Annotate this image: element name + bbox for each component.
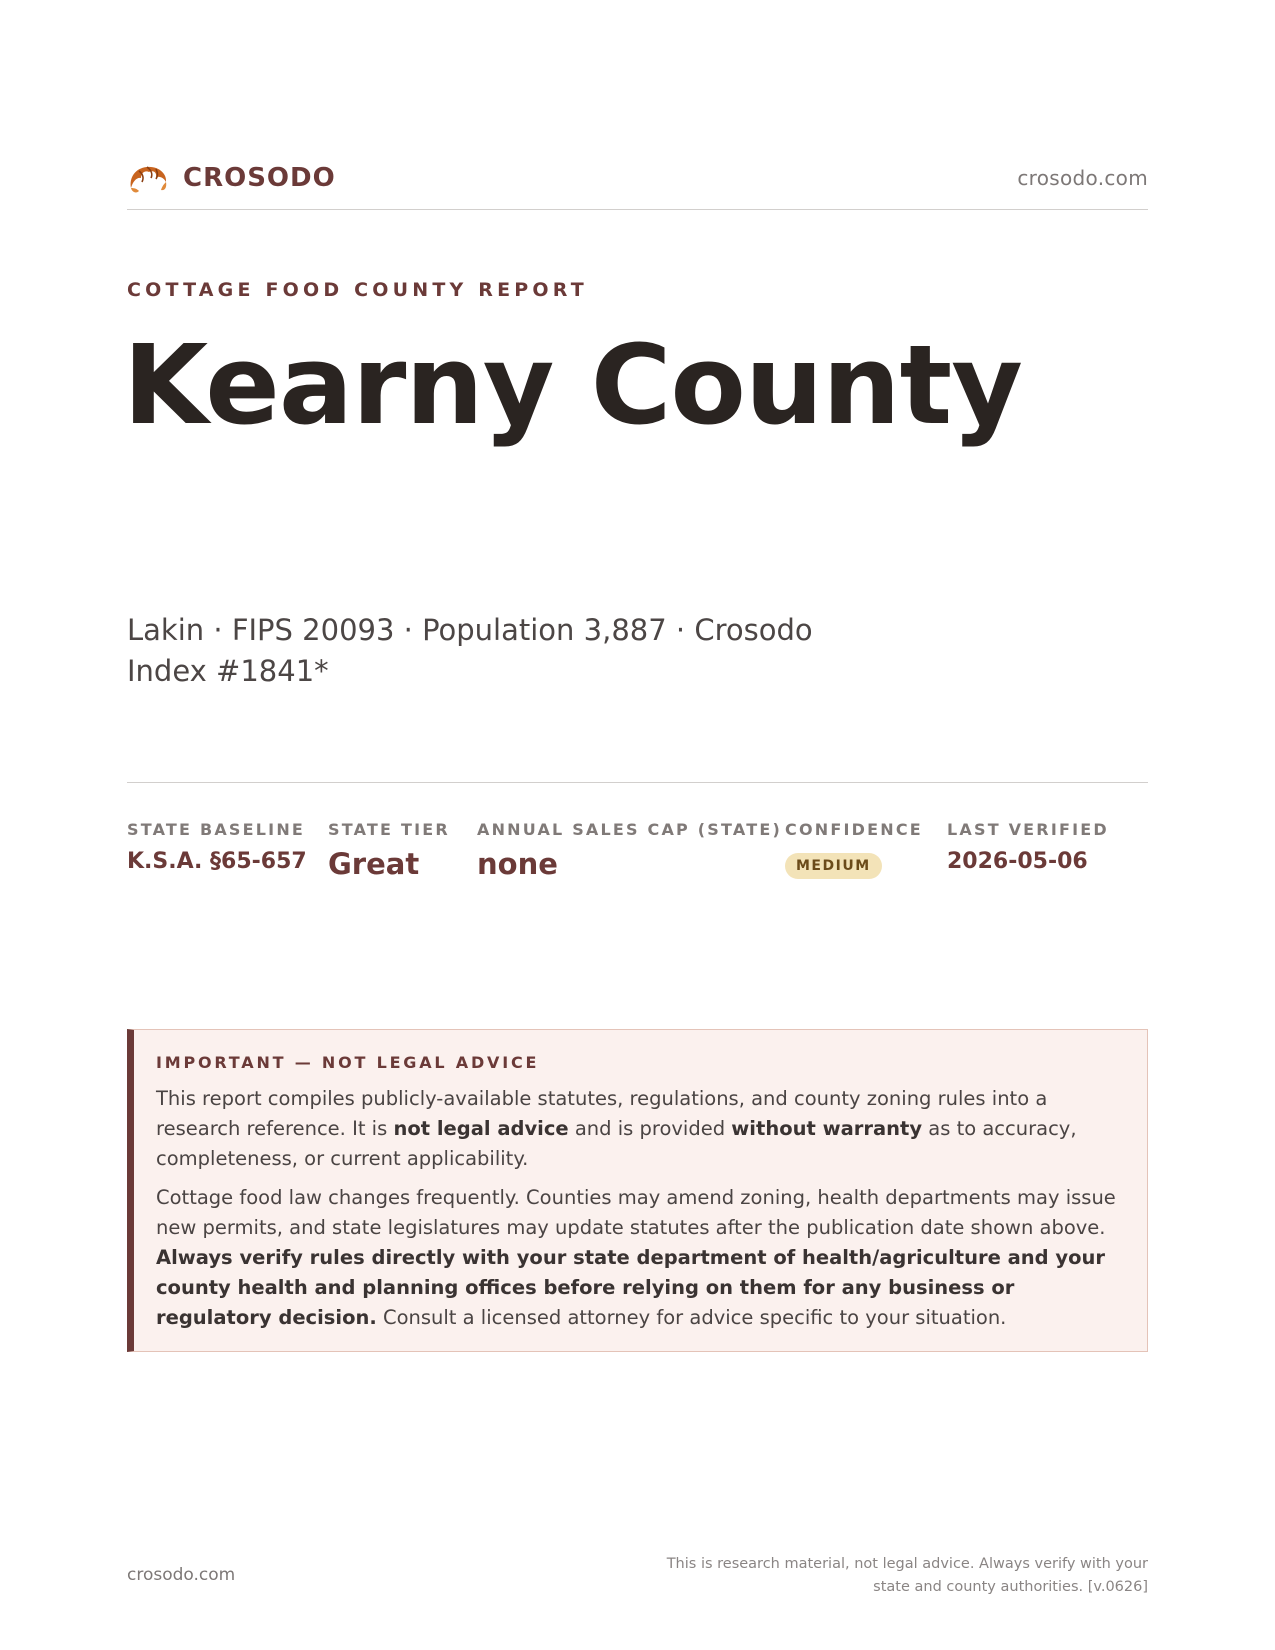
- stat-value: K.S.A. §65-657: [127, 849, 307, 874]
- brand-name: CROSODO: [183, 163, 336, 193]
- notice-text: and is provided: [568, 1117, 732, 1140]
- notice-paragraph-2: [156, 1183, 1123, 1333]
- stat-last-verified: [947, 820, 1109, 874]
- page-header: [127, 158, 1148, 210]
- stat-label: STATE TIER: [328, 820, 450, 839]
- stats-row: [127, 782, 1148, 902]
- notice-text: Consult a licensed attorney for advice specific to your situation.: [376, 1306, 1007, 1329]
- notice-emphasis: not legal advice: [393, 1117, 569, 1140]
- legal-notice: [127, 1029, 1148, 1352]
- notice-emphasis: Always verify rules directly with your state department of health/agriculture and your county health and planning offices before relying on them for any business or regulatory decision.: [156, 1246, 1106, 1329]
- stat-state-baseline: [127, 820, 307, 874]
- stat-state-tier: [328, 820, 450, 881]
- stat-confidence: [785, 820, 923, 879]
- stat-label: STATE BASELINE: [127, 820, 306, 839]
- county-subtitle: Lakin · FIPS 20093 · Population 3,887 · Crosodo Index #1841*: [127, 613, 813, 688]
- stat-value: none: [477, 847, 558, 881]
- stat-value: Great: [328, 847, 420, 881]
- confidence-badge: MEDIUM: [785, 853, 882, 879]
- notice-text: Cottage food law changes frequently. Counties may amend zoning, health departments may issue new permits, and state legislatures may update statutes after the publication date shown above.: [156, 1186, 1116, 1239]
- page-title: Kearny County: [123, 321, 1022, 449]
- footer-disclaimer: This is research material, not legal advice. Always verify with your state and county authorities. [v.0626]: [666, 1556, 1148, 1595]
- stat-label: LAST VERIFIED: [947, 820, 1109, 839]
- stat-label: CONFIDENCE: [785, 820, 923, 839]
- notice-text: as to accuracy, completeness, or current applicability.: [156, 1117, 1077, 1170]
- brand[interactable]: [127, 158, 336, 198]
- notice-title: IMPORTANT — NOT LEGAL ADVICE: [156, 1053, 540, 1072]
- stat-annual-sales-cap: [477, 820, 782, 881]
- stat-label: ANNUAL SALES CAP (STATE): [477, 820, 782, 839]
- notice-emphasis: without warranty: [731, 1117, 923, 1140]
- notice-text: This report compiles publicly-available statutes, regulations, and county zoning rules into a research reference. It is: [156, 1087, 1048, 1140]
- footer-site-url[interactable]: crosodo.com: [127, 1565, 236, 1585]
- notice-paragraph-1: [156, 1084, 1123, 1174]
- croissant-icon: [127, 158, 169, 198]
- report-page: [123, 0, 1148, 1650]
- site-url[interactable]: crosodo.com: [1017, 166, 1148, 190]
- report-kicker: COTTAGE FOOD COUNTY REPORT: [127, 279, 588, 301]
- stat-value: 2026-05-06: [947, 849, 1088, 874]
